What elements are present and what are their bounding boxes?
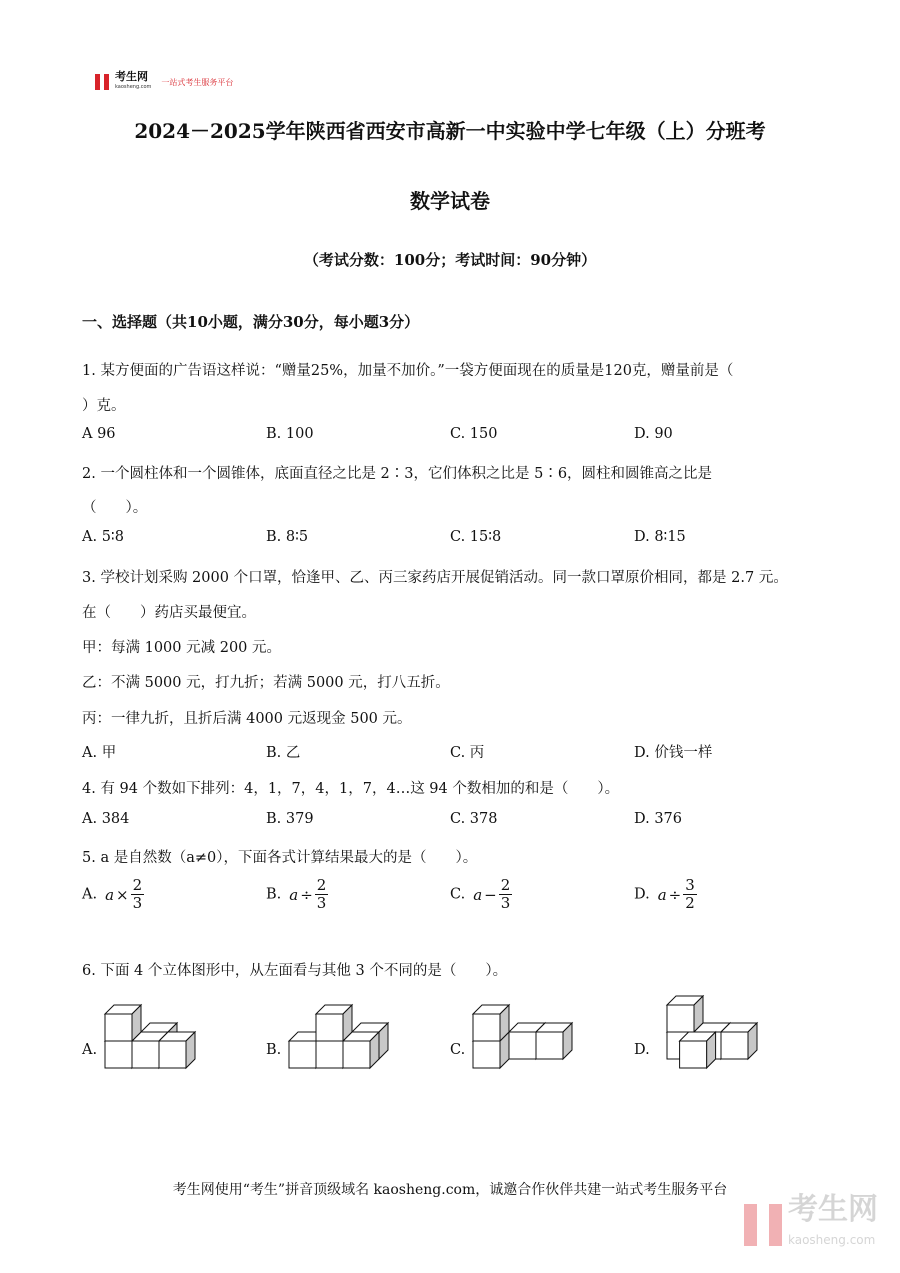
question-2-text: 2. 一个圆柱体和一个圆锥体，底面直径之比是 2∶3，它们体积之比是 5∶6，圆柱和圆锥高之比是: [82, 466, 713, 482]
denominator: 2: [685, 894, 695, 912]
denominator: 3: [132, 894, 143, 912]
cube: [105, 1005, 141, 1041]
watermark: [744, 1192, 878, 1255]
question-2-option-b[interactable]: [266, 529, 308, 545]
operator: ÷: [668, 885, 682, 904]
option-label: A. 5∶8: [82, 529, 124, 545]
cube: [316, 1005, 352, 1041]
question-3-option-c[interactable]: [450, 741, 484, 762]
option-label: C. 150: [450, 426, 498, 442]
question-2-option-a[interactable]: [82, 529, 124, 545]
question-4-option-b[interactable]: [266, 811, 314, 827]
option-label: C. 丙: [450, 745, 485, 761]
question-5-option-b[interactable]: [266, 877, 328, 912]
site-logo[interactable]: [95, 72, 233, 92]
title-line1: 2024－2025学年陕西省西安市高新一中实验中学七年级（上）分班考: [134, 119, 766, 143]
question-1-option-b[interactable]: [266, 426, 314, 442]
solid-figure: [469, 995, 579, 1070]
operator: ÷: [300, 885, 313, 904]
option-label: B. 8∶5: [266, 529, 309, 545]
question-6-option-b[interactable]: [266, 995, 395, 1074]
question-6-text: 6. 下面 4 个立体图形中，从左面看与其他 3 个不同的是（ ）。: [82, 963, 508, 979]
question-2-text: （ ）。: [82, 500, 148, 516]
option-label: A 96: [82, 426, 116, 442]
question-6-option-c[interactable]: [450, 995, 579, 1074]
cube: [667, 996, 703, 1032]
question-1-option-d[interactable]: [634, 426, 673, 442]
numerator: 2: [132, 876, 143, 894]
solid-figure: [101, 995, 211, 1070]
option-label: B. 乙: [266, 745, 301, 761]
question-4-text: 4. 有 94 个数如下排列：4，1，7，4，1，7，4…这 94 个数相加的和是（ ）。: [82, 781, 620, 797]
cube: [536, 1023, 572, 1059]
numerator: 3: [685, 876, 695, 894]
option-label: C. 15∶8: [450, 529, 502, 545]
question-3-option-d[interactable]: [634, 741, 712, 762]
question-5-option-a[interactable]: [82, 877, 144, 912]
question-6-option-d[interactable]: [634, 995, 764, 1074]
figure: [654, 995, 764, 1074]
variable: a: [289, 885, 299, 904]
question-4-option-c[interactable]: [450, 811, 497, 827]
watermark-logo-icon: [744, 1204, 782, 1246]
exam-info: （考试分数：100分；考试时间：90分钟）: [303, 251, 597, 269]
option-label: C. 378: [450, 811, 498, 827]
question-4-option-d[interactable]: [634, 811, 682, 827]
variable: a: [105, 885, 115, 904]
logo-icon: [95, 74, 109, 90]
math-expression: [473, 876, 512, 912]
cube: [473, 1005, 509, 1041]
question-3-text: 在（ ）药店买最便宜。: [82, 605, 256, 621]
cube: [159, 1032, 195, 1068]
math-expression: [105, 876, 144, 912]
watermark-domain: kaosheng.com: [788, 1233, 876, 1247]
question-3-text: 乙：不满 5000 元，打九折；若满 5000 元，打八五折。: [82, 675, 450, 691]
question-5-option-c[interactable]: [450, 877, 512, 912]
option-label: A.: [82, 886, 98, 903]
math-expression: [657, 876, 697, 912]
option-label: B.: [266, 886, 282, 903]
question-5-option-d[interactable]: [634, 877, 697, 912]
question-3-option-b[interactable]: [266, 741, 300, 762]
fraction: [683, 877, 697, 912]
question-3-text: 丙：一律九折，且折后满 4000 元返现金 500 元。: [82, 711, 412, 727]
math-expression: [289, 876, 328, 912]
question-2-option-c[interactable]: [450, 529, 501, 545]
option-label: D.: [634, 886, 650, 903]
option-label: D. 价钱一样: [634, 745, 713, 761]
question-4-option-a[interactable]: [82, 811, 129, 827]
denominator: 3: [316, 894, 327, 912]
fraction: [315, 877, 329, 912]
question-2-option-d[interactable]: [634, 529, 686, 545]
option-label: B. 100: [266, 426, 314, 442]
figure: [285, 995, 395, 1074]
slogan: 一站式考生服务平台: [161, 77, 234, 87]
option-label: B.: [266, 1041, 282, 1058]
option-label: C.: [450, 886, 466, 903]
question-3-text: 3. 学校计划采购 2000 个口罩，恰逢甲、乙、丙三家药店开展促销活动。同一款口罩原价相同，都是 2.7 元。: [82, 570, 788, 586]
cube: [721, 1023, 757, 1059]
question-5-text: 5. a 是自然数（a≠0），下面各式计算结果最大的是（ ）。: [82, 850, 478, 866]
solid-figure: [285, 995, 395, 1070]
question-1-option-c[interactable]: [450, 426, 497, 442]
logo-text: 考生网: [115, 70, 148, 83]
cube: [679, 1032, 715, 1068]
variable: a: [473, 885, 483, 904]
option-label: D. 376: [634, 811, 683, 827]
figure: [469, 995, 579, 1074]
footer-text: 考生网使用“考生”拼音顶级域名 kaosheng.com，诚邀合作伙伴共建一站式考生服务平台: [172, 1182, 728, 1198]
question-1-text: 1. 某方便面的广告语这样说：“赠量25%，加量不加价。”一袋方便面现在的质量是120克，赠量前是（: [82, 363, 734, 379]
option-label: A. 384: [82, 811, 130, 827]
question-3-text: 甲：每满 1000 元减 200 元。: [82, 640, 282, 656]
title-line2: 数学试卷: [410, 189, 490, 213]
operator: ×: [116, 885, 129, 904]
question-1-text: ）克。: [82, 398, 126, 414]
section-heading: 一、选择题（共10小题，满分30分，每小题3分）: [82, 313, 420, 331]
question-1-option-a[interactable]: [82, 426, 116, 442]
cube: [343, 1032, 379, 1068]
figure: [101, 995, 211, 1074]
logo-domain: kaosheng.com: [115, 84, 152, 90]
question-3-option-a[interactable]: [82, 741, 116, 762]
numerator: 2: [500, 876, 511, 894]
question-6-option-a[interactable]: [82, 995, 211, 1074]
option-label: C.: [450, 1041, 466, 1058]
variable: a: [657, 885, 667, 904]
operator: −: [484, 885, 497, 904]
denominator: 3: [500, 894, 511, 912]
option-label: B. 379: [266, 811, 314, 827]
watermark-text: 考生网: [788, 1192, 878, 1227]
option-label: A. 甲: [82, 745, 117, 761]
option-label: D.: [634, 1041, 650, 1058]
fraction: [499, 877, 513, 912]
option-label: D. 90: [634, 426, 673, 442]
numerator: 2: [316, 876, 327, 894]
option-label: D. 8∶15: [634, 529, 686, 545]
solid-figure: [654, 995, 764, 1070]
option-label: A.: [82, 1041, 98, 1058]
fraction: [131, 877, 145, 912]
